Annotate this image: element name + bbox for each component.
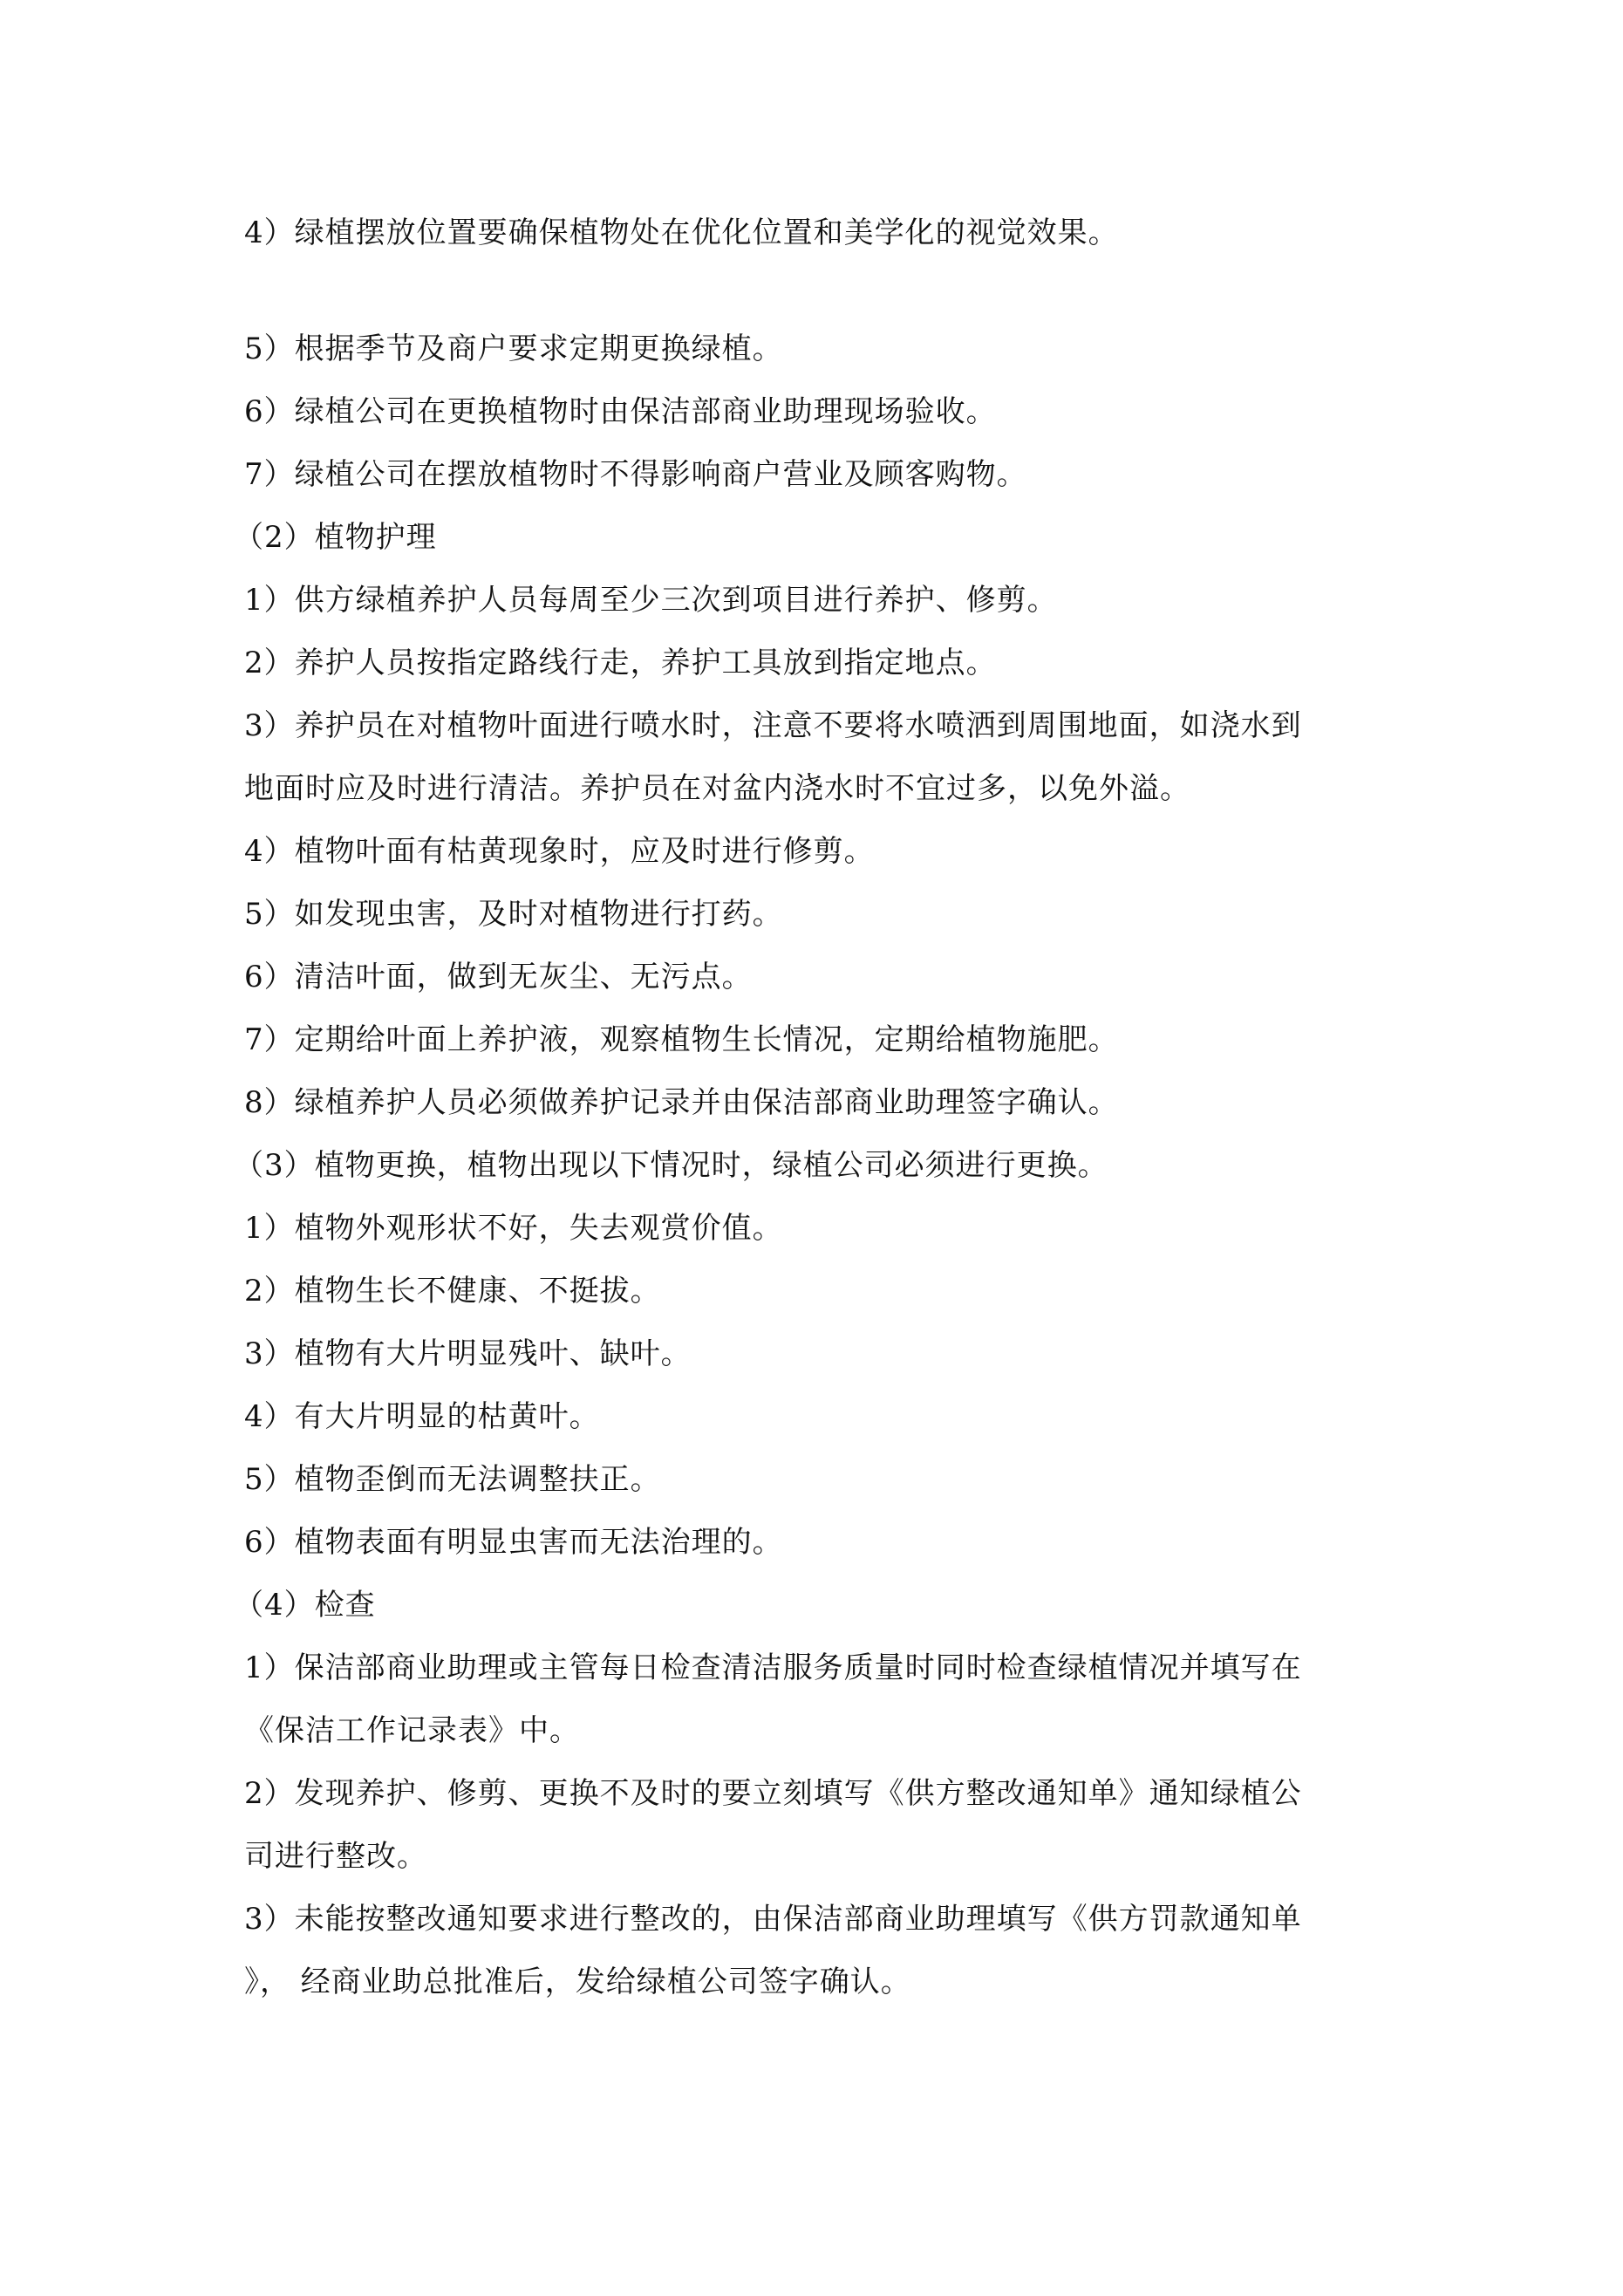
paragraph-line: 2）植物生长不健康、不挺拔。 xyxy=(244,1274,661,1309)
section-heading: （2）植物护理 xyxy=(234,520,437,555)
paragraph-line: 2）发现养护、修剪、更换不及时的要立刻填写《供方整改通知单》通知绿植公 xyxy=(244,1776,1302,1811)
paragraph-line: 4）植物叶面有枯黄现象时，应及时进行修剪。 xyxy=(244,834,875,869)
section-heading: （3）植物更换，植物出现以下情况时，绿植公司必须进行更换。 xyxy=(234,1148,1108,1183)
paragraph-line: 3）养护员在对植物叶面进行喷水时，注意不要将水喷洒到周围地面，如浇水到 xyxy=(244,708,1302,743)
paragraph-line: 地面时应及时进行清洁。养护员在对盆内浇水时不宜过多，以免外溢。 xyxy=(244,771,1190,806)
paragraph-line: 7）定期给叶面上养护液，观察植物生长情况，定期给植物施肥。 xyxy=(244,1022,1119,1057)
paragraph-line: 8）绿植养护人员必须做养护记录并由保洁部商业助理签字确认。 xyxy=(244,1085,1119,1120)
paragraph-line: 》， 经商业助总批准后，发给绿植公司签字确认。 xyxy=(244,1965,911,1999)
paragraph-line: 2）养护人员按指定路线行走，养护工具放到指定地点。 xyxy=(244,646,997,680)
paragraph-line: 7）绿植公司在摆放植物时不得影响商户营业及顾客购物。 xyxy=(244,457,1027,492)
paragraph-line: 5）如发现虫害，及时对植物进行打药。 xyxy=(244,897,783,932)
paragraph-line: 3）植物有大片明显残叶、缺叶。 xyxy=(244,1336,692,1371)
paragraph-line: 1）保洁部商业助理或主管每日检查清洁服务质量时同时检查绿植情况并填写在 xyxy=(244,1650,1302,1685)
paragraph-line: 6）清洁叶面，做到无灰尘、无污点。 xyxy=(244,960,753,994)
paragraph-line: 1）植物外观形状不好，失去观赏价值。 xyxy=(244,1211,783,1246)
paragraph-line: 4）有大片明显的枯黄叶。 xyxy=(244,1399,600,1434)
paragraph-line: 6）绿植公司在更换植物时由保洁部商业助理现场验收。 xyxy=(244,394,997,429)
paragraph-line: 3）未能按整改通知要求进行整改的，由保洁部商业助理填写《供方罚款通知单 xyxy=(244,1902,1302,1937)
paragraph-line: 《保洁工作记录表》中。 xyxy=(244,1713,580,1748)
paragraph-line: 1）供方绿植养护人员每周至少三次到项目进行养护、修剪。 xyxy=(244,583,1058,618)
paragraph-line: 4）绿植摆放位置要确保植物处在优化位置和美学化的视觉效果。 xyxy=(244,215,1119,250)
paragraph-line: 司进行整改。 xyxy=(244,1839,427,1874)
paragraph-line: 5）植物歪倒而无法调整扶正。 xyxy=(244,1462,661,1497)
section-heading: （4）检查 xyxy=(234,1588,376,1623)
paragraph-line: 5）根据季节及商户要求定期更换绿植。 xyxy=(244,331,783,366)
paragraph-line: 6）植物表面有明显虫害而无法治理的。 xyxy=(244,1525,783,1560)
